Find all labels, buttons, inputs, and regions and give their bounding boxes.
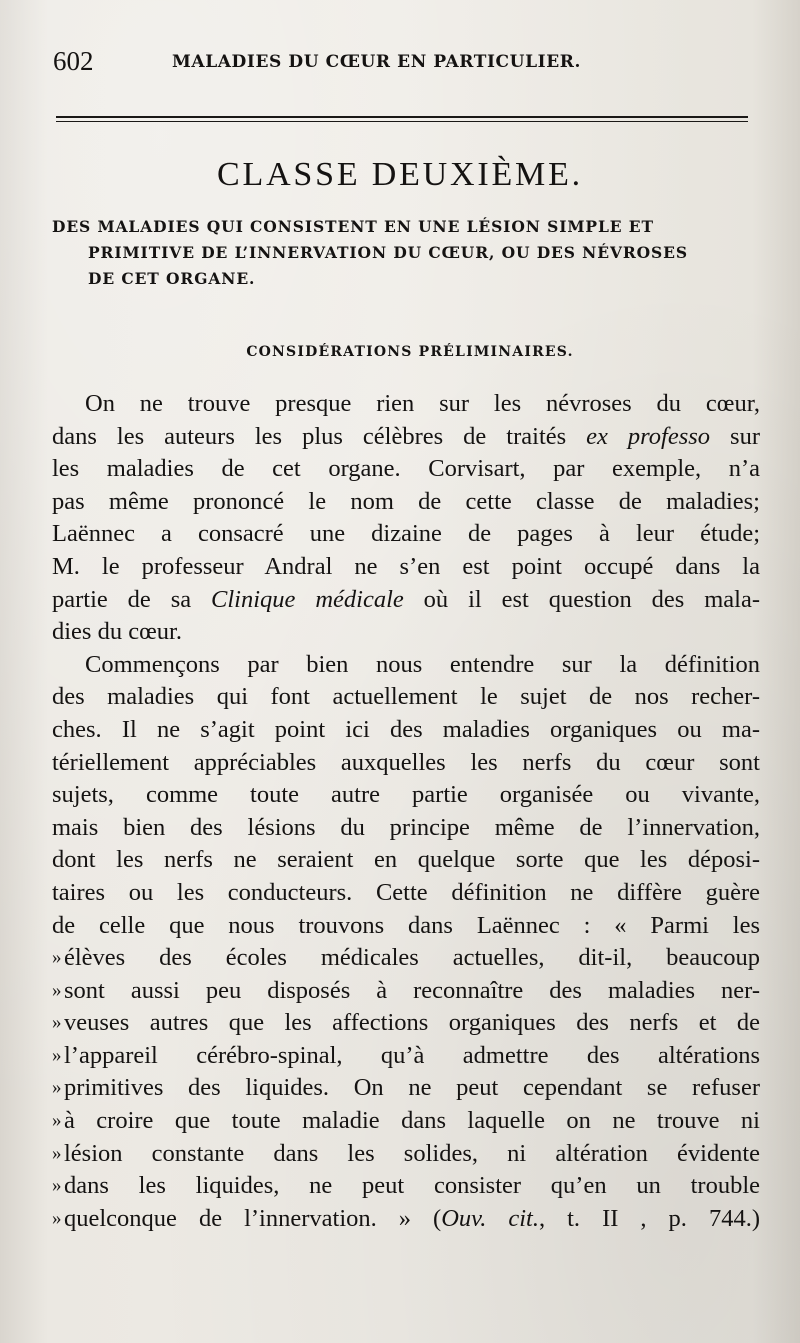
quote-line <box>52 1138 760 1171</box>
quote-line <box>52 1170 760 1203</box>
text-run: dans les liquides, ne peut consister qu’en un trouble <box>64 1172 760 1200</box>
quote-line <box>52 1203 760 1236</box>
text-line <box>52 421 760 454</box>
quote-line <box>52 1040 760 1073</box>
quote-mark: » <box>52 1077 62 1099</box>
text-line: ches. Il ne s’agit point ici des maladies organiques ou ma- <box>52 715 760 743</box>
text-line: M. le professeur Andral ne s’en est point occupé dans la <box>52 552 760 580</box>
section-title-line: PRIMITIVE DE L’INNERVATION DU CŒUR, OU DES NÉVROSES <box>88 243 688 262</box>
running-head: MALADIES DU CŒUR EN PARTICULIER. <box>172 52 581 72</box>
text-line: taires ou les conducteurs. Cette définition ne diffère guère <box>52 878 760 906</box>
text-line: tériellement appréciables auxquelles les nerfs du cœur sont <box>52 748 760 776</box>
header-rule-thick <box>56 116 748 118</box>
body-text <box>52 388 760 1235</box>
text-line: pas même prononcé le nom de cette classe de maladies; <box>52 487 760 515</box>
quote-line <box>52 1007 760 1040</box>
section-title-line: DE CET ORGANE. <box>88 269 256 288</box>
quote-line <box>52 1105 760 1138</box>
text-run: élèves des écoles médicales actuelles, dit-il, beaucoup <box>64 944 760 972</box>
text-run: sur <box>730 422 760 450</box>
quote-mark: » <box>52 1012 62 1034</box>
text-run: partie de sa <box>52 585 192 613</box>
text-line: dies du cœur. <box>52 618 182 646</box>
text-line <box>52 584 760 617</box>
text-run: sont aussi peu disposés à reconnaître des maladies ner- <box>64 976 760 1004</box>
text-run: à croire que toute maladie dans laquelle on ne trouve ni <box>64 1107 760 1135</box>
text-line: Commençons par bien nous entendre sur la définition <box>85 650 760 678</box>
quote-mark: » <box>52 1110 62 1132</box>
section-title-line: DES MALADIES QUI CONSISTENT EN UNE LÉSION SIMPLE ET <box>52 217 654 236</box>
page-number: 602 <box>53 46 94 76</box>
italic-phrase: ex professo <box>586 422 711 450</box>
quote-line <box>52 975 760 1008</box>
text-run: où il est question des mala- <box>423 585 760 613</box>
quote-line <box>52 942 760 975</box>
class-title: CLASSE DEUXIÈME. <box>217 156 583 193</box>
quote-mark: » <box>52 1207 62 1229</box>
header-rule-thin <box>56 121 748 122</box>
quote-mark: » <box>52 947 62 969</box>
text-line: sujets, comme toute autre partie organisée ou vivante, <box>52 781 760 809</box>
subheading: CONSIDÉRATIONS PRÉLIMINAIRES. <box>246 344 574 360</box>
quote-line <box>52 1072 760 1105</box>
text-run: primitives des liquides. On ne peut cependant se refuser <box>64 1074 760 1102</box>
text-line: dont les nerfs ne seraient en quelque sorte que les déposi- <box>52 846 760 874</box>
text-run: , t. II , p. 744.) <box>538 1204 760 1232</box>
text-line: mais bien des lésions du principe même de l’innervation, <box>52 813 760 841</box>
text-run: lésion constante dans les solides, ni altération évidente <box>64 1139 760 1167</box>
section-title <box>52 214 752 292</box>
quote-mark: » <box>52 1175 62 1197</box>
text-run: l’appareil cérébro-spinal, qu’à admettre des altérations <box>64 1041 760 1069</box>
text-run: veuses autres que les affections organiques des nerfs et de <box>64 1009 760 1037</box>
text-run: quelconque de l’innervation. » ( <box>64 1204 442 1232</box>
page-header <box>50 46 760 76</box>
quote-mark: » <box>52 1044 62 1066</box>
text-line: Laënnec a consacré une dizaine de pages à leur étude; <box>52 520 760 548</box>
text-line: des maladies qui font actuellement le sujet de nos recher- <box>52 683 760 711</box>
text-line: de celle que nous trouvons dans Laënnec : « Parmi les <box>52 911 760 939</box>
text-line: les maladies de cet organe. Corvisart, par exemple, n’a <box>52 455 760 483</box>
quote-mark: » <box>52 1142 62 1164</box>
italic-phrase: Ouv. cit. <box>441 1204 539 1232</box>
text-run: dans les auteurs les plus célèbres de traités <box>52 422 567 450</box>
italic-phrase: Clinique médicale <box>211 585 404 613</box>
quote-mark: » <box>52 979 62 1001</box>
text-line: On ne trouve presque rien sur les névroses du cœur, <box>85 390 760 417</box>
